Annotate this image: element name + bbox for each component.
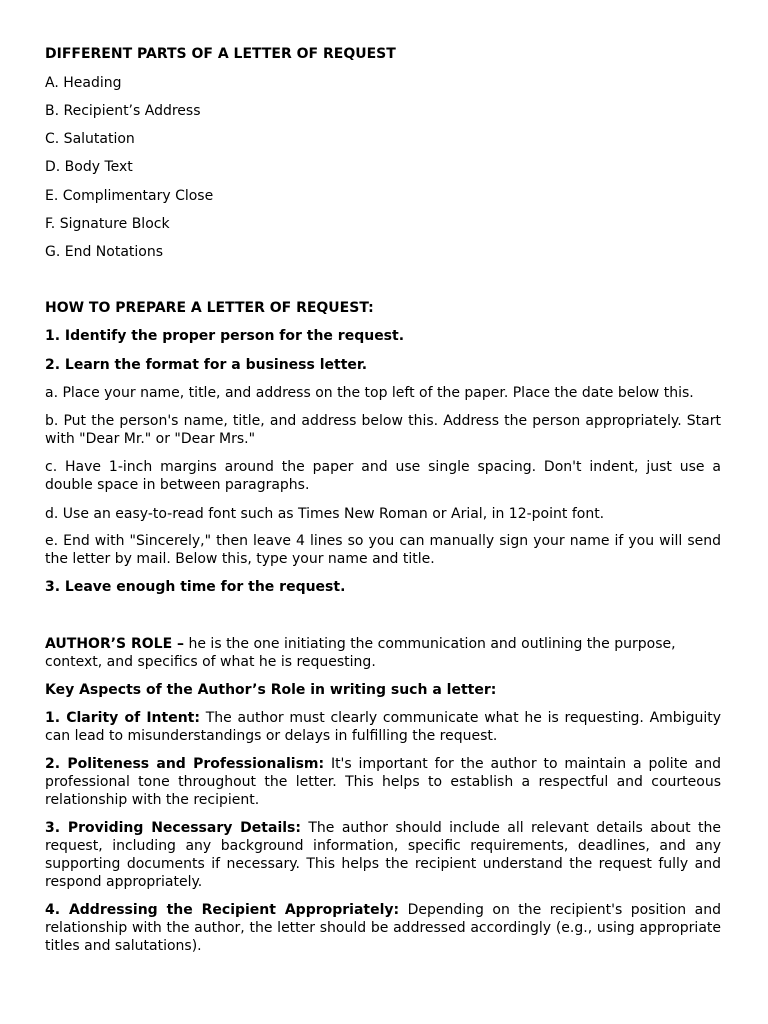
aspect-politeness-and-professionalism [45,755,721,809]
prepare-heading: HOW TO PREPARE A LETTER OF REQUEST: [45,300,374,316]
parts-item-body-text: D. Body Text [45,159,133,175]
parts-item-complimentary-close: E. Complimentary Close [45,188,214,204]
prepare-sub-item-c: c. Have 1-inch margins around the paper and use single spacing. Don't indent, just use a double space in between paragraphs. [45,459,721,493]
prepare-sub-item-a: a. Place your name, title, and address on the top left of the paper. Place the date below this. [45,385,694,401]
prepare-step-1: 1. Identify the proper person for the request. [45,328,405,344]
author-role-text: he is the one initiating the communication and outlining the purpose, context, and specifics of what he is requesting. [45,636,676,670]
prepare-step-3: 3. Leave enough time for the request. [45,579,346,595]
aspect-text: The author must clearly communicate what he is requesting. Ambiguity can lead to misunderstandings or delays in fulfilling the request. [45,710,721,744]
prepare-sub-item-d: d. Use an easy-to-read font such as Times New Roman or Arial, in 12-point font. [45,506,605,522]
aspect-label: 4. Addressing the Recipient Appropriately: [45,902,400,918]
aspect-label: 2. Politeness and Professionalism: [45,756,325,772]
aspect-text: The author should include all relevant details about the request, including any background information, specific requirements, deadlines, and any supporting documents if necessary. This helps the recipient understand the request fully and respond appropriately. [45,820,721,890]
parts-item-salutation: C. Salutation [45,131,135,147]
prepare-sub-item-b: b. Put the person's name, title, and address below this. Address the person appropriately. Start with "Dear Mr." or "Dear Mrs." [45,413,721,447]
aspect-label: 1. Clarity of Intent: [45,710,200,726]
key-aspects-heading: Key Aspects of the Author’s Role in writing such a letter: [45,682,497,698]
prepare-step-2: 2. Learn the format for a business letter. [45,357,368,373]
author-role-label: AUTHOR’S ROLE – [45,636,185,652]
author-role-paragraph [45,635,721,671]
parts-item-end-notations: G. End Notations [45,244,164,260]
aspect-text: It's important for the author to maintain a polite and professional tone throughout the letter. This helps to establish a respectful and courteous relationship with the recipient. [45,756,721,808]
aspect-label: 3. Providing Necessary Details: [45,820,301,836]
parts-item-heading: A. Heading [45,75,122,91]
parts-item-recipient-address: B. Recipient’s Address [45,103,201,119]
parts-item-signature-block: F. Signature Block [45,216,170,232]
aspect-text: Depending on the recipient's position and relationship with the author, the letter should be addressed accordingly (e.g., using appropriate titles and salutations). [45,902,721,954]
parts-heading: DIFFERENT PARTS OF A LETTER OF REQUEST [45,46,396,62]
aspect-clarity-of-intent [45,709,721,745]
aspect-addressing-recipient [45,901,721,955]
aspect-providing-necessary-details [45,819,721,891]
prepare-sub-item-e: e. End with "Sincerely," then leave 4 lines so you can manually sign your name if you will send the letter by mail. Below this, type your name and title. [45,533,721,567]
